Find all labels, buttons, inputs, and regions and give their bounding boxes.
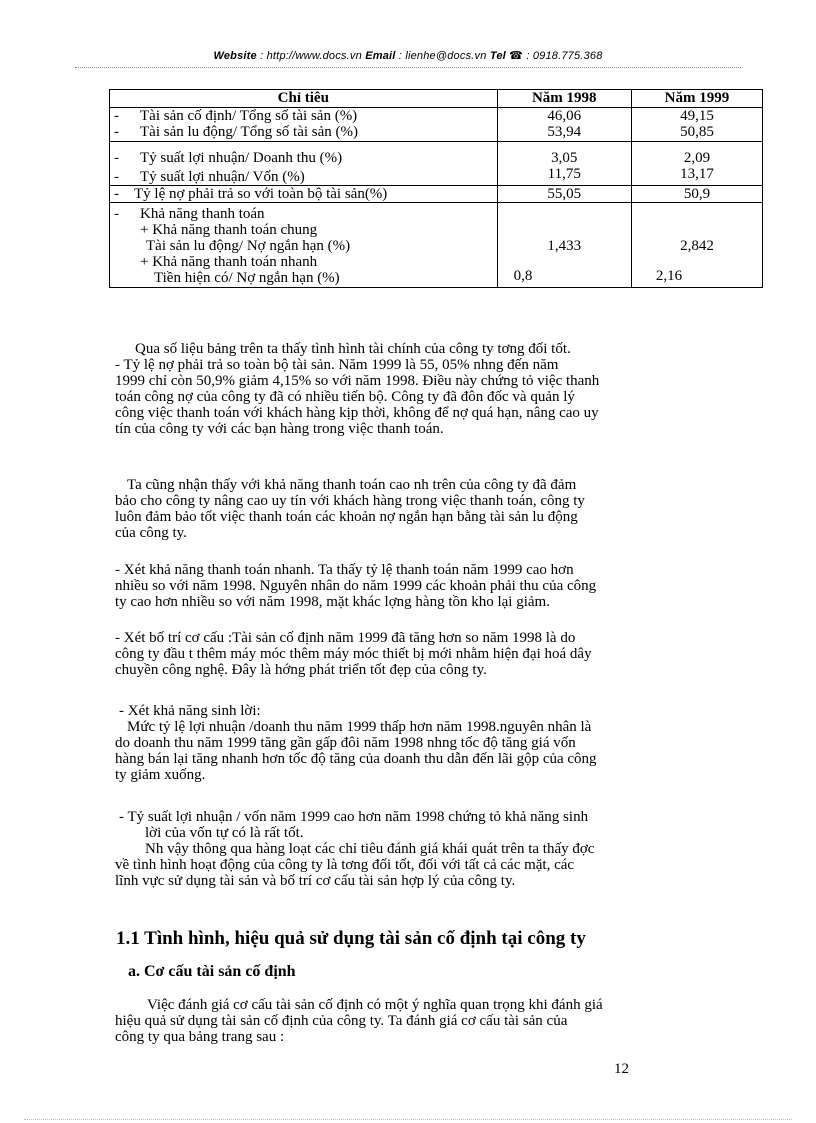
value: 2,842: [680, 238, 714, 254]
indicator-line: + Khả năng thanh toán chung: [140, 222, 318, 238]
financial-indicators-table: [109, 89, 763, 288]
indicator-line: Tiền hiện có/ Nợ ngắn hạn (%): [154, 270, 340, 286]
text-line: Qua số liệu bảng trên ta thấy tình hình tài chính của công ty tơng đối tốt.: [135, 341, 571, 357]
table-row: [110, 142, 763, 186]
value: 50,85: [680, 124, 714, 140]
indicator-line: - Tài sản lu động/ Tổng số tài sản (%): [114, 124, 359, 140]
value: 49,15: [680, 108, 714, 124]
indicator-line: - Tỷ lệ nợ phải trả so với toàn bộ tài sản(%): [114, 186, 388, 202]
text-line: ty cao hơn nhiều so với năm 1998, mặt khác lợng hàng tồn kho lại giảm.: [115, 594, 550, 610]
value-1999-cell: 50,9: [631, 186, 762, 203]
text-line: Ta cũng nhận thấy với khả năng thanh toán cao nh trên của công ty đã đảm: [127, 477, 577, 493]
table-header-row: [110, 90, 763, 108]
indicator-line: - Tài sản cố định/ Tổng số tài sản (%): [114, 108, 358, 124]
table-row: [110, 108, 763, 142]
section-heading: 1.1 Tình hình, hiệu quả sử dụng tài sản cố định tại công ty: [116, 928, 586, 949]
table-row: [110, 186, 763, 203]
paragraph-structure: [115, 630, 739, 678]
header-divider: [75, 67, 741, 68]
paragraph-profitability: [115, 703, 739, 783]
value-1998-cell: [497, 142, 631, 186]
text-line: do doanh thu năm 1999 tăng gần gấp đôi năm 1998 nhng tốc độ tăng giá vốn: [115, 735, 576, 751]
value: 2,16: [655, 268, 683, 284]
paragraph-fixed-asset-structure: [115, 997, 739, 1045]
indicator-line: - Khả năng thanh toán: [114, 206, 265, 222]
value-1998-cell: [497, 108, 631, 142]
indicator-line: - Tỷ suất lợi nhuận/ Doanh thu (%): [114, 150, 343, 166]
email-label: Email: [365, 50, 396, 62]
text-line: tín của công ty với các bạn hàng trong việc thanh toán.: [115, 421, 444, 437]
indicator-cell: [110, 186, 498, 203]
value: 13,17: [680, 166, 714, 182]
text-line: toán công nợ của công ty đã có nhiều tiến bộ. Công ty đã đôn đốc và quản lý: [115, 389, 575, 405]
value: 1,433: [547, 238, 582, 254]
text-line: Nh vậy thông qua hàng loạt các chỉ tiêu đánh giá khái quát trên ta thấy đợc: [145, 841, 595, 857]
value: 11,75: [547, 166, 581, 182]
subsection-heading: a. Cơ cấu tài sản cố định: [128, 963, 296, 980]
paragraph-return-on-capital: [115, 809, 739, 889]
text-line: của công ty.: [115, 525, 187, 541]
paragraph-quick-ratio: [115, 562, 739, 610]
text-line: - Xét khả năng thanh toán nhanh. Ta thấy tỷ lệ thanh toán năm 1999 cao hơn: [115, 562, 574, 578]
indicator-cell: [110, 203, 498, 288]
text-line: - Tỷ suất lợi nhuận / vốn năm 1999 cao hơn năm 1998 chứng tỏ khả năng sinh: [119, 809, 589, 825]
indicator-line: - Tỷ suất lợi nhuận/ Vốn (%): [114, 169, 305, 185]
text-line: về tình hình hoạt động của công ty là tơng đối tốt, đối với tất cả các mặt, các: [115, 857, 575, 873]
text-line: lời của vốn tự có là rất tốt.: [145, 825, 304, 841]
value: 0,8: [513, 268, 533, 284]
text-line: Mức tỷ lệ lợi nhuận /doanh thu năm 1999 thấp hơn năm 1998.nguyên nhân là: [127, 719, 592, 735]
text-line: chuyền công nghệ. Đây là hớng phát triển tốt đẹp của công ty.: [115, 662, 487, 678]
indicator-cell: [110, 142, 498, 186]
page-header: [0, 49, 816, 62]
value-1998-cell: [497, 203, 631, 288]
indicator-line: Tài sản lu động/ Nợ ngắn hạn (%): [146, 238, 351, 254]
value: 46,06: [547, 108, 582, 124]
website-label: Website: [213, 50, 257, 62]
text-line: hiệu quả sử dụng tài sản cố định của công ty. Ta đánh giá cơ cấu tài sản của: [115, 1013, 568, 1029]
text-line: công việc thanh toán với khách hàng kịp thời, không để nợ quá hạn, nâng cao uy: [115, 405, 599, 421]
indicator-cell: [110, 108, 498, 142]
header-year-1999: Năm 1999: [631, 90, 762, 108]
text-line: công ty qua bảng trang sau :: [115, 1029, 285, 1045]
header-year-1998: Năm 1998: [497, 90, 631, 108]
text-line: 1999 chỉ còn 50,9% giảm 4,15% so với năm 1998. Điều này chứng tỏ việc thanh: [115, 373, 600, 389]
website-value: : http://www.docs.vn: [256, 50, 366, 62]
footer-divider: [24, 1119, 792, 1120]
value-1999-cell: [631, 203, 762, 288]
text-line: Việc đánh giá cơ cấu tài sản cố định có một ý nghĩa quan trọng khi đánh giá: [147, 997, 603, 1013]
text-line: - Xét bố trí cơ cấu :Tài sản cố định năm 1999 đã tăng hơn so năm 1998 là do: [115, 630, 576, 646]
text-line: công ty đầu t thêm máy móc thêm máy móc thiết bị mới nhằm hiện đại hoá dây: [115, 646, 592, 662]
value: 53,94: [547, 124, 582, 140]
paragraph-summary: [115, 341, 739, 437]
text-line: hàng bán lại tăng nhanh hơn tốc độ tăng của doanh thu dẫn đến lãi gộp của công: [115, 751, 597, 767]
value-1999-cell: [631, 108, 762, 142]
text-line: - Tỷ lệ nợ phải trả so toàn bộ tài sản. Năm 1999 là 55, 05% nhng đến năm: [115, 357, 559, 373]
header-indicator: Chỉ tiêu: [110, 90, 498, 108]
value-1998-cell: 55,05: [497, 186, 631, 203]
text-line: - Xét khả năng sinh lời:: [119, 703, 261, 719]
text-line: ty giảm xuống.: [115, 767, 206, 783]
text-line: luôn đảm bảo tốt việc thanh toán các khoản nợ ngắn hạn bằng tài sản lu động: [115, 509, 578, 525]
indicator-line: + Khả năng thanh toán nhanh: [140, 254, 318, 270]
paragraph-solvency: [115, 477, 739, 541]
email-value: : lienhe@docs.vn: [395, 50, 490, 62]
text-line: nhiều so với năm 1998. Nguyên nhân do năm 1999 các khoản phải thu của công: [115, 578, 597, 594]
value: 2,09: [683, 150, 711, 166]
text-line: bảo cho công ty nâng cao uy tín với khách hàng trong việc thanh toán, công ty: [115, 493, 585, 509]
tel-label: Tel ☎: [489, 50, 524, 62]
table-row: [110, 203, 763, 288]
tel-value: : 0918.775.368: [523, 50, 603, 62]
value: 3,05: [551, 150, 578, 166]
value-1999-cell: [631, 142, 762, 186]
page-number: 12: [614, 1061, 629, 1077]
text-line: lĩnh vực sử dụng tài sản và bố trí cơ cấu tài sản hợp lý của công ty.: [115, 873, 516, 889]
